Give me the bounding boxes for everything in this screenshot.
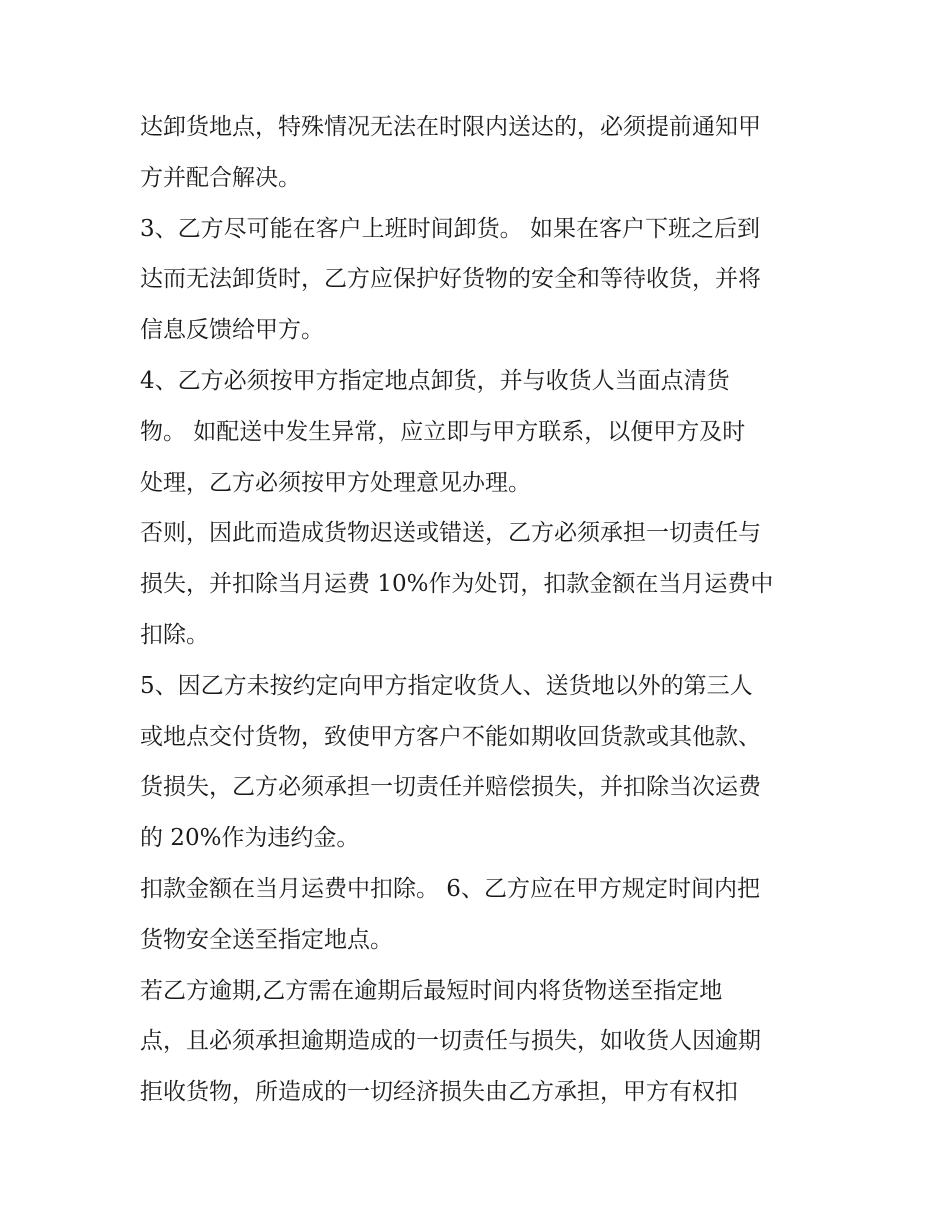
text-line: 达而无法卸货时，乙方应保护好货物的安全和等待收货，并将 bbox=[140, 266, 761, 293]
text-line: 达卸货地点，特殊情况无法在时限内送达的，必须提前通知甲 bbox=[140, 114, 761, 140]
text-line: 点，且必须承担逾期造成的一切责任与损失，如收货人因逾期 bbox=[140, 1028, 761, 1055]
text-line: 4、乙方必须按甲方指定地点卸货，并与收货人当面点清货 bbox=[140, 367, 730, 394]
text-line: 货物安全送至指定地点。 bbox=[140, 926, 393, 953]
text-line: 或地点交付货物，致使甲方客户不能如期收回货款或其他款、 bbox=[140, 723, 761, 750]
text-line: 扣除。 bbox=[140, 621, 209, 648]
text-line: 3、乙方尽可能在客户上班时间卸货。 如果在客户下班之后到 bbox=[140, 215, 760, 242]
text-line: 信息反馈给甲方。 bbox=[140, 317, 324, 344]
text-line: 物。 如配送中发生异常，应立即与甲方联系，以便甲方及时 bbox=[140, 418, 746, 445]
text-line: 若乙方逾期,乙方需在逾期后最短时间内将货物送至指定地 bbox=[140, 977, 723, 1004]
text-line: 扣款金额在当月运费中扣除。 6、乙方应在甲方规定时间内把 bbox=[140, 875, 760, 902]
text-line: 否则，因此而造成货物迟送或错送，乙方必须承担一切责任与 bbox=[140, 520, 761, 547]
contract-text-body bbox=[140, 102, 820, 1118]
text-line: 处理，乙方必须按甲方处理意见办理。 bbox=[140, 469, 531, 496]
text-line: 的 20%作为违约金。 bbox=[140, 825, 360, 852]
text-line: 方并配合解决。 bbox=[140, 164, 301, 191]
text-line: 5、因乙方未按约定向甲方指定收货人、送货地以外的第三人 bbox=[140, 672, 753, 699]
text-line: 损失，并扣除当月运费 10%作为处罚，扣款金额在当月运费中 bbox=[140, 571, 774, 598]
text-line: 拒收货物，所造成的一切经济损失由乙方承担，甲方有权扣 bbox=[140, 1079, 738, 1106]
text-line: 货损失，乙方必须承担一切责任并赔偿损失，并扣除当次运费 bbox=[140, 774, 761, 801]
